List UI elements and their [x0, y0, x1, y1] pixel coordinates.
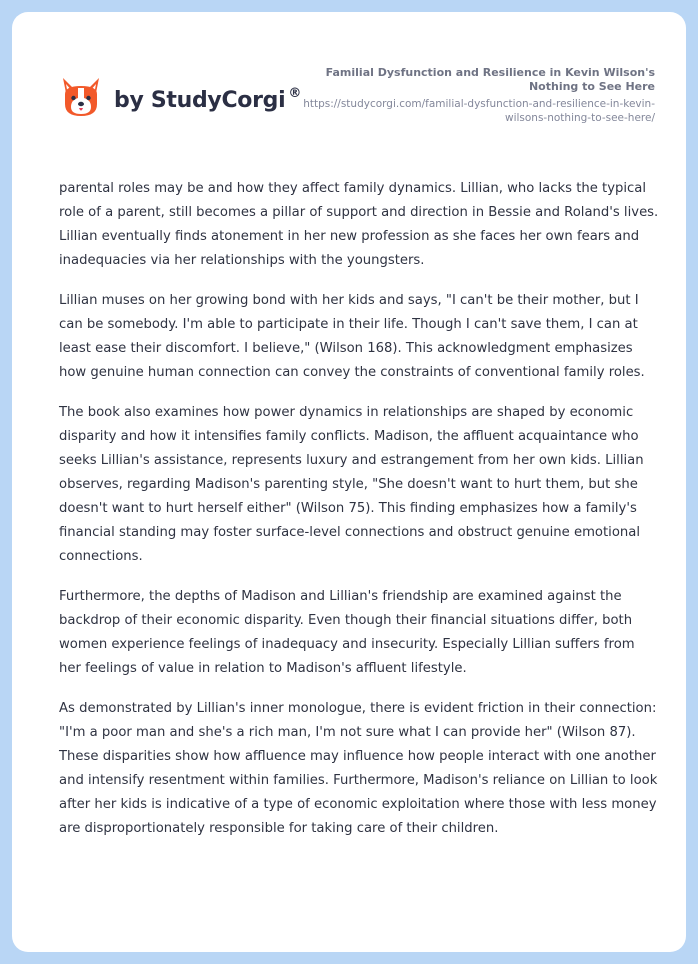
studycorgi-logo[interactable]	[60, 76, 301, 120]
corgi-logo-icon	[60, 76, 102, 120]
brand-name: by StudyCorgi ®	[114, 85, 302, 113]
document-body	[59, 177, 659, 857]
document-title: Familial Dysfunction and Resilience in Kevin Wilson's Nothing to See Here	[325, 66, 655, 93]
paragraph: Lillian muses on her growing bond with her kids and says, "I can't be their mother, but I can be somebody. I'm able to participate in their life. Though I can't save them, I can at least ease their discomfort. I believe," (Wilson 168). This acknowledgment emphasizes how genuine human connection can convey the constraints of conventional family roles.	[59, 293, 645, 380]
document-url[interactable]: https://studycorgi.com/familial-dysfunction-and-resilience-in-kevin-wilsons-nothing-to-see-here/	[303, 98, 655, 124]
paragraph: parental roles may be and how they affect family dynamics. Lillian, who lacks the typical role of a parent, still becomes a pillar of support and direction in Bessie and Roland's lives. Lillian eventually finds atonement in her new profession as she faces her own fears and inadequacies via her relationships with the youngsters.	[59, 181, 659, 268]
paragraph: The book also examines how power dynamics in relationships are shaped by economic disparity and how it intensifies family conflicts. Madison, the affluent acquaintance who seeks Lillian's assistance, represents luxury and estrangement from her own kids. Lillian observes, regarding Madison's parenting style, "She doesn't want to hurt them, but she doesn't want to hurt herself either" (Wilson 75). This finding emphasizes how a family's financial standing may foster surface-level connections and obstruct genuine emotional connections.	[59, 405, 644, 564]
paragraph: Furthermore, the depths of Madison and Lillian's friendship are examined against the backdrop of their economic disparity. Even though their financial situations differ, both women experience feelings of inadequacy and insecurity. Especially Lillian suffers from her feelings of value in relation to Madison's affluent lifestyle.	[59, 589, 635, 676]
document-header	[295, 66, 655, 125]
document-page	[12, 12, 686, 952]
registered-mark: ®	[288, 85, 302, 101]
paragraph: As demonstrated by Lillian's inner monologue, there is evident friction in their connection: "I'm a poor man and she's a rich man, I'm not sure what I can provide her" (Wilson 87). These disparities show how affluence may influence how people interact with one another and intensify resentment within families. Furthermore, Madison's reliance on Lillian to look after her kids is indicative of a type of economic exploitation where those with less money are disproportionately responsible for taking care of their children.	[59, 701, 658, 836]
